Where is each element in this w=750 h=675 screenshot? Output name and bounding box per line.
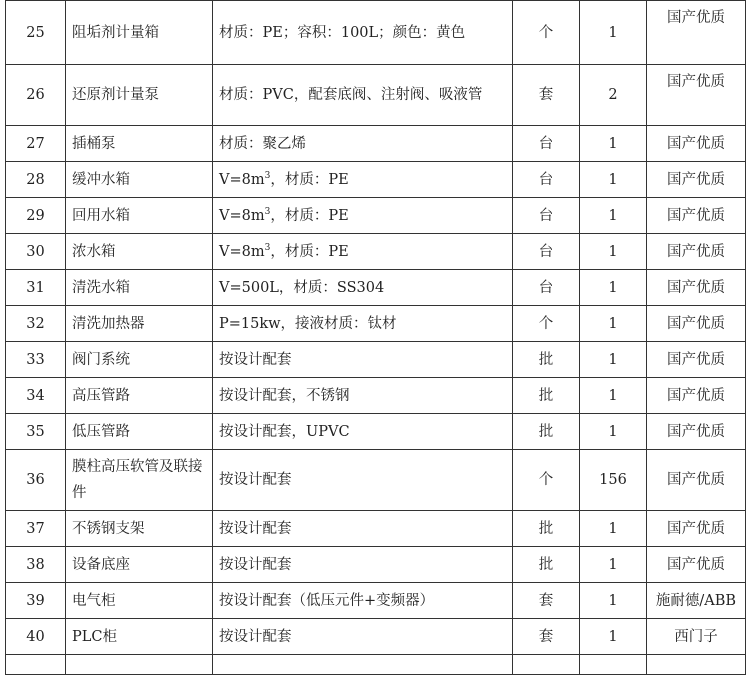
item-unit: 套 [513, 65, 580, 126]
item-name: 清洗加热器 [66, 306, 213, 342]
item-name: PLC柜 [66, 619, 213, 655]
item-unit: 台 [513, 234, 580, 270]
table-row [6, 1, 746, 65]
item-name: 电气柜 [66, 583, 213, 619]
row-number: 40 [6, 619, 66, 655]
row-number: 29 [6, 198, 66, 234]
item-spec: P=15kw，接液材质：钛材 [213, 306, 513, 342]
item-quantity: 1 [580, 162, 647, 198]
row-number: 36 [6, 450, 66, 511]
item-spec: V=500L，材质：SS304 [213, 270, 513, 306]
equipment-table [5, 0, 746, 675]
item-name: 设备底座 [66, 547, 213, 583]
item-name: 还原剂计量泵 [66, 65, 213, 126]
row-number: 34 [6, 378, 66, 414]
item-name: 阀门系统 [66, 342, 213, 378]
item-quantity: 1 [580, 306, 647, 342]
row-number: 27 [6, 126, 66, 162]
item-brand: 国产优质 [647, 378, 746, 414]
item-brand: 国产优质 [647, 306, 746, 342]
item-quantity: 1 [580, 583, 647, 619]
item-unit: 个 [513, 1, 580, 65]
item-quantity: 1 [580, 1, 647, 65]
item-quantity: 1 [580, 270, 647, 306]
table-row [6, 378, 746, 414]
row-number: 37 [6, 511, 66, 547]
item-quantity: 1 [580, 414, 647, 450]
item-quantity: 1 [580, 234, 647, 270]
item-unit: 台 [513, 198, 580, 234]
item-spec: 材质：聚乙烯 [213, 126, 513, 162]
table-row [6, 234, 746, 270]
item-unit: 个 [513, 450, 580, 511]
table-row [6, 619, 746, 655]
table-row [6, 65, 746, 126]
row-number: 25 [6, 1, 66, 65]
item-brand: 国产优质 [647, 270, 746, 306]
item-name: 高压管路 [66, 378, 213, 414]
item-unit: 台 [513, 270, 580, 306]
table-row [6, 198, 746, 234]
item-name: 不锈钢支架 [66, 511, 213, 547]
item-quantity: 1 [580, 126, 647, 162]
item-brand: 西门子 [647, 619, 746, 655]
item-spec: $V=8m^3$，材质：PE [213, 234, 513, 270]
row-number: 30 [6, 234, 66, 270]
item-quantity: 1 [580, 378, 647, 414]
item-unit: 批 [513, 378, 580, 414]
table-row [6, 270, 746, 306]
table-row [6, 511, 746, 547]
item-brand: 国产优质 [647, 126, 746, 162]
item-name: 清洗水箱 [66, 270, 213, 306]
item-unit: 批 [513, 511, 580, 547]
item-brand: 国产优质 [647, 547, 746, 583]
item-spec: 按设计配套，UPVC [213, 414, 513, 450]
item-brand: 国产优质 [647, 342, 746, 378]
item-quantity: 1 [580, 342, 647, 378]
item-name: 回用水箱 [66, 198, 213, 234]
item-quantity: 2 [580, 65, 647, 126]
item-brand: 国产优质 [647, 1, 746, 65]
table-row [6, 342, 746, 378]
table-row [6, 583, 746, 619]
item-name: 低压管路 [66, 414, 213, 450]
item-spec: 材质：PVC，配套底阀、注射阀、吸液管 [213, 65, 513, 126]
row-number: 26 [6, 65, 66, 126]
item-brand: 国产优质 [647, 162, 746, 198]
item-quantity: 1 [580, 619, 647, 655]
row-number: 28 [6, 162, 66, 198]
item-spec: 按设计配套 [213, 619, 513, 655]
item-brand: 国产优质 [647, 414, 746, 450]
item-spec: 按设计配套 [213, 450, 513, 511]
item-quantity: 1 [580, 547, 647, 583]
item-unit: 批 [513, 547, 580, 583]
table-row [6, 162, 746, 198]
item-quantity: 1 [580, 511, 647, 547]
table-row [6, 414, 746, 450]
item-spec: $V=8m^3$，材质：PE [213, 198, 513, 234]
item-quantity: 156 [580, 450, 647, 511]
item-unit: 批 [513, 414, 580, 450]
item-unit: 个 [513, 306, 580, 342]
item-unit: 套 [513, 619, 580, 655]
item-spec: 按设计配套，不锈钢 [213, 378, 513, 414]
table-row [6, 126, 746, 162]
item-spec: 材质：PE；容积：100L；颜色：黄色 [213, 1, 513, 65]
item-unit: 套 [513, 583, 580, 619]
row-number: 35 [6, 414, 66, 450]
table-row-partial [6, 655, 746, 675]
item-spec: 按设计配套 [213, 342, 513, 378]
row-number: 32 [6, 306, 66, 342]
item-name: 缓冲水箱 [66, 162, 213, 198]
item-spec: 按设计配套（低压元件+变频器） [213, 583, 513, 619]
item-spec: $V=8m^3$，材质：PE [213, 162, 513, 198]
table-row [6, 306, 746, 342]
item-name: 阻垢剂计量箱 [66, 1, 213, 65]
row-number: 38 [6, 547, 66, 583]
item-brand: 国产优质 [647, 65, 746, 126]
row-number: 39 [6, 583, 66, 619]
item-spec: 按设计配套 [213, 547, 513, 583]
item-spec: 按设计配套 [213, 511, 513, 547]
item-brand: 国产优质 [647, 511, 746, 547]
item-brand: 国产优质 [647, 450, 746, 511]
item-unit: 批 [513, 342, 580, 378]
item-quantity: 1 [580, 198, 647, 234]
item-unit: 台 [513, 126, 580, 162]
table-row [6, 547, 746, 583]
item-brand: 国产优质 [647, 198, 746, 234]
row-number: 31 [6, 270, 66, 306]
row-number: 33 [6, 342, 66, 378]
item-brand: 国产优质 [647, 234, 746, 270]
item-brand: 施耐德/ABB [647, 583, 746, 619]
item-unit: 台 [513, 162, 580, 198]
item-name: 浓水箱 [66, 234, 213, 270]
item-name: 膜柱高压软管及联接件 [66, 450, 213, 511]
item-name: 插桶泵 [66, 126, 213, 162]
table-row [6, 450, 746, 511]
